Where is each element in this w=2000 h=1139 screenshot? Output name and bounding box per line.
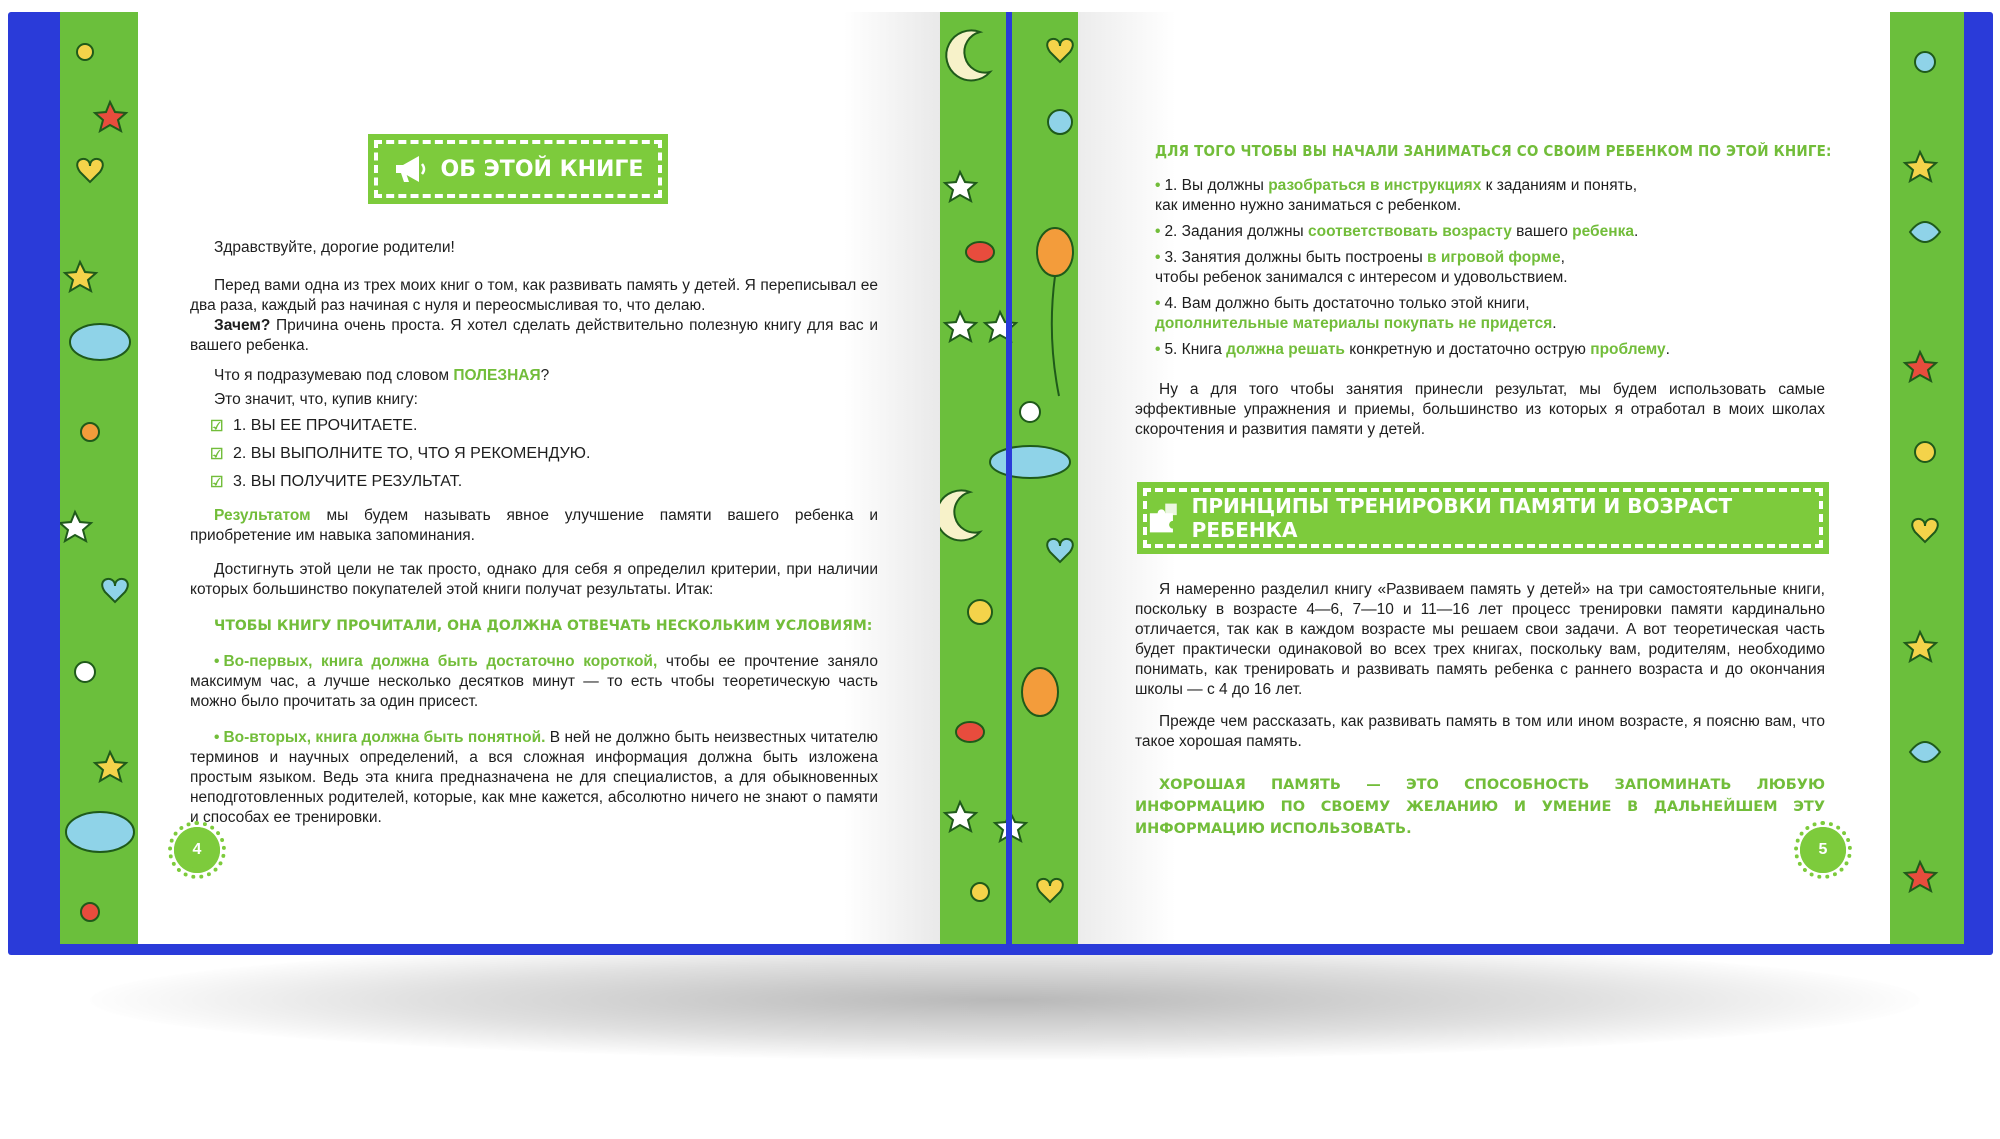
right-body-text [1135, 580, 1825, 850]
checkbox-icon: ☑ [210, 445, 224, 463]
bullet-dot: • [214, 729, 220, 746]
list-item [1155, 340, 1855, 360]
green-subheading: ЧТОБЫ КНИГУ ПРОЧИТАЛИ, ОНА ДОЛЖНА ОТВЕЧАТЬ НЕСКОЛЬКИМ УСЛОВИЯМ: [214, 618, 873, 634]
text: 5. Книга [1164, 341, 1227, 358]
paragraph: Это значит, что, купив книгу: [214, 391, 418, 408]
bullet-dot: • [1155, 223, 1161, 240]
green-phrase: разобраться в инструкциях [1268, 177, 1482, 194]
left-pattern-strip [60, 12, 140, 944]
doodle-pattern [60, 12, 140, 944]
bullet-dot: • [1155, 177, 1161, 194]
text: Причина очень проста. Я хотел сделать действительно полезную книгу для вас и вашего ребенка. [190, 317, 878, 354]
text: мы будем называть явное улучшение памяти вашего ребенка и приобретение им навыка запоминания. [190, 507, 878, 544]
text: вашего [1511, 223, 1573, 240]
checklist-text: 1. ВЫ ЕЕ ПРОЧИТАЕТЕ. [233, 417, 418, 434]
green-phrase: дополнительные материалы покупать не придется [1155, 315, 1553, 332]
definition-text: ХОРОШАЯ ПАМЯТЬ — ЭТО СПОСОБНОСТЬ ЗАПОМИНАТЬ ЛЮБУЮ ИНФОРМАЦИЮ ПО СВОЕМУ ЖЕЛАНИЮ И УМЕНИЕ В ДАЛЬНЕЙШЕМ ЭТУ ИНФОРМАЦИЮ ИСПОЛЬЗОВАТЬ. [1135, 777, 1825, 837]
paragraph: Я намеренно разделил книгу «Развиваем память у детей» на три самостоятельные книги, поскольку в возрасте 4—6, 7—10 и 11—16 лет процесс тренировки памяти кардинально отличается, так как в каждом возрасте мы решаем свои задачи. А вот теоретическая часть будет практически одинаковой во всех трех книгах, поскольку вам, родителям, необходимо понимать, как тренировать и развивать память ребенка с раннего возраста и до окончания школы — с 4 до 16 лет. [1135, 581, 1825, 698]
text: 1. Вы должны [1164, 177, 1269, 194]
text: В ней не должно быть неизвестных читателю терминов и научных определений, а вся сложная информация должна быть изложена простым языком. Ведь эта книга предназначена не для специалистов, а для обыкновенных неподготовленных родителей, которые, как мне кажется, абсолютно ничего не знают о памяти и способах ее тренировки. [190, 729, 878, 826]
text: конкретную и достаточно острую [1344, 341, 1591, 358]
bullet-paragraph [190, 728, 878, 828]
paragraph: Перед вами одна из трех моих книг о том, как развивать память у детей. Я переписывал ее два раза, каждый раз начиная с нуля и переосмысливая то, что делаю. [190, 277, 878, 314]
green-phrase: проблему [1590, 341, 1666, 358]
green-word: Результатом [214, 507, 311, 524]
page-number-left: 4 [174, 827, 220, 873]
book-shadow [90, 940, 1920, 1060]
green-phrase: Во-первых, книга должна быть достаточно короткой, [223, 653, 658, 670]
list-item [1155, 294, 1855, 334]
list-item [1155, 222, 1855, 242]
gutter-pattern-strip [940, 12, 1078, 944]
green-phrase: в игровой форме [1427, 249, 1561, 266]
text: 4. Вам должно быть достаточно только этой книги, [1164, 295, 1530, 312]
checkbox-icon: ☑ [210, 417, 224, 435]
text: к заданиям и понять, [1481, 177, 1638, 194]
paragraph [190, 316, 878, 356]
bullet-paragraph [190, 652, 878, 712]
doodle-pattern [1890, 12, 1964, 944]
paragraph [190, 366, 878, 386]
doodle-pattern [940, 12, 1078, 944]
right-page-heading: ДЛЯ ТОГО ЧТОБЫ ВЫ НАЧАЛИ ЗАНИМАТЬСЯ СО СВОИМ РЕБЕНКОМ ПО ЭТОЙ КНИГЕ: [1155, 142, 1832, 160]
bullet-dot: • [1155, 295, 1161, 312]
text: 2. Задания должны [1164, 223, 1308, 240]
text: . [1552, 315, 1557, 332]
paragraph: Достигнуть этой цели не так просто, однако для себя я определил критерии, при наличии которых большинство покупателей этой книги получат результаты. Итак: [190, 561, 878, 598]
megaphone-icon [393, 154, 429, 184]
page-number-right: 5 [1800, 827, 1846, 873]
about-book-banner [374, 140, 662, 198]
text: , [1560, 249, 1565, 266]
right-list [1155, 176, 1855, 366]
paragraph [190, 506, 878, 546]
left-body-text [190, 238, 878, 838]
right-pattern-strip [1890, 12, 1964, 944]
green-phrase: Во-вторых, книга должна быть понятной. [223, 729, 546, 746]
checklist-text: 2. ВЫ ВЫПОЛНИТЕ ТО, ЧТО Я РЕКОМЕНДУЮ. [233, 445, 591, 462]
green-phrase: должна решать [1226, 341, 1345, 358]
green-phrase: ребенка [1572, 223, 1634, 240]
text: Что я подразумеваю под словом [214, 367, 454, 384]
puzzle-icon [1147, 501, 1180, 535]
principles-banner [1143, 488, 1823, 548]
banner-title: ПРИНЦИПЫ ТРЕНИРОВКИ ПАМЯТИ И ВОЗРАСТ РЕБЕНКА [1191, 494, 1733, 542]
text: как именно нужно заниматься с ребенком. [1155, 197, 1462, 214]
checklist-item [210, 416, 878, 436]
list-item [1155, 248, 1855, 288]
text: чтобы ее прочтение заняло максимум час, а лучше несколько десятков минут — то есть чтобы теоретическую часть можно было прочитать за один присест. [190, 653, 878, 710]
bold-text: Зачем? [214, 317, 271, 334]
text: . [1665, 341, 1670, 358]
bullet-dot: • [214, 653, 220, 670]
text: чтобы ребенок занимался с интересом и удовольствием. [1155, 269, 1568, 286]
green-word: ПОЛЕЗНАЯ [453, 367, 541, 384]
checklist-text: 3. ВЫ ПОЛУЧИТЕ РЕЗУЛЬТАТ. [233, 473, 463, 490]
checklist-item [210, 444, 878, 464]
list-item [1155, 176, 1855, 216]
greeting: Здравствуйте, дорогие родители! [214, 239, 455, 256]
checkbox-icon: ☑ [210, 473, 224, 491]
bullet-dot: • [1155, 341, 1161, 358]
checklist-item [210, 472, 878, 492]
banner-title: ОБ ЭТОЙ КНИГЕ [440, 156, 644, 182]
bullet-dot: • [1155, 249, 1161, 266]
text: ? [540, 367, 550, 384]
paragraph: Прежде чем рассказать, как развивать память в том или ином возрасте, я поясню вам, что такое хорошая память. [1135, 713, 1825, 750]
text: 3. Занятия должны быть построены [1164, 249, 1428, 266]
paragraph: Ну а для того чтобы занятия принесли результат, мы будем использовать самые эффективные упражнения и приемы, большинство из которых я отработал в моих школах скорочтения и развития памяти у детей. [1135, 381, 1825, 438]
text: . [1633, 223, 1639, 240]
green-phrase: соответствовать возрасту [1307, 223, 1512, 240]
right-paragraph [1135, 380, 1825, 450]
